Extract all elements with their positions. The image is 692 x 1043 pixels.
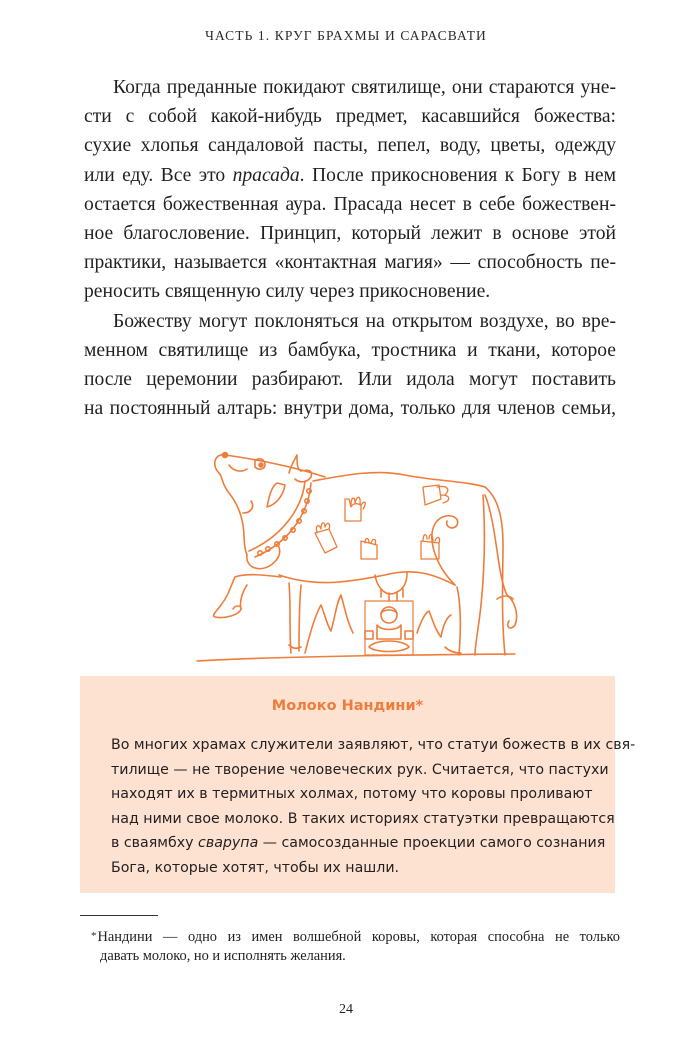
sidebar-text (111, 733, 636, 881)
text-run: . После прикосновения к Богу в нем (299, 164, 616, 186)
text-line (84, 161, 616, 190)
text-line: практики, называется «контактная магия» — способность пе- (84, 252, 616, 274)
text-line: на постоянный алтарь: внутри дома, только для членов семьи, (84, 398, 616, 420)
text-line: реносить священную силу через прикосновение. (84, 281, 491, 303)
cow-illustration (185, 425, 520, 670)
text-run: или еду. Все это (84, 164, 233, 186)
text-line: сухие хлопья сандаловой пасты, пепел, воду, цветы, одежду (84, 135, 616, 157)
sidebar-line: тилище — не творение человеческих рук. Считается, что пастухи (111, 761, 609, 778)
sidebar-line (111, 831, 606, 856)
footnote-line (91, 926, 620, 946)
sidebar-box (80, 676, 636, 893)
text-line: ное благословение. Принцип, который лежит в основе этой (84, 222, 616, 244)
footnote (91, 926, 620, 966)
text-line: остается божественная аура. Прасада несет в себе божествен- (84, 193, 616, 215)
footnote-line: давать молоко, но и исполнять желания. (100, 948, 346, 964)
sidebar-line: Бога, которые хотят, чтобы их нашли. (111, 859, 400, 876)
footnote-divider (80, 915, 158, 916)
text-line: Божеству могут поклоняться на открытом воздухе, во вре- (113, 310, 616, 332)
text-line: Когда преданные покидают святилище, они стараются уне- (113, 77, 616, 98)
page-number: 24 (339, 1002, 353, 1017)
sidebar-line: Во многих храмах служители заявляют, что статуи божеств в их свя- (111, 737, 636, 753)
footnote-text: Нандини — одно из имен волшебной коровы, которая способна не только (97, 929, 620, 945)
term-prasada: прасада (232, 164, 300, 186)
main-text (84, 73, 616, 423)
sidebar-title: Молоко Нандини* (271, 698, 424, 714)
running-head: ЧАСТЬ 1. КРУГ БРАХМЫ И САРАСВАТИ (205, 28, 487, 43)
text-line: сти с собой какой-нибудь предмет, касавшийся божества: (84, 106, 616, 128)
text-run: в сваямбху (111, 835, 199, 852)
footnote-mark: * (91, 930, 97, 942)
sidebar-line: над ними свое молоко. В таких историях статуэтки превращаются (111, 810, 615, 827)
text-run: — самосозданные проекции самого сознания (258, 835, 606, 852)
text-line: менном святилище из бамбука, тростника и ткани, которое (84, 339, 616, 361)
sidebar-line: находят их в термитных холмах, потому что коровы проливают (111, 786, 593, 803)
cow-drawing-icon (185, 425, 520, 670)
text-line: после церемонии разбирают. Или идола могут поставить (84, 368, 616, 390)
term-svarupa: сварупа (198, 835, 259, 852)
